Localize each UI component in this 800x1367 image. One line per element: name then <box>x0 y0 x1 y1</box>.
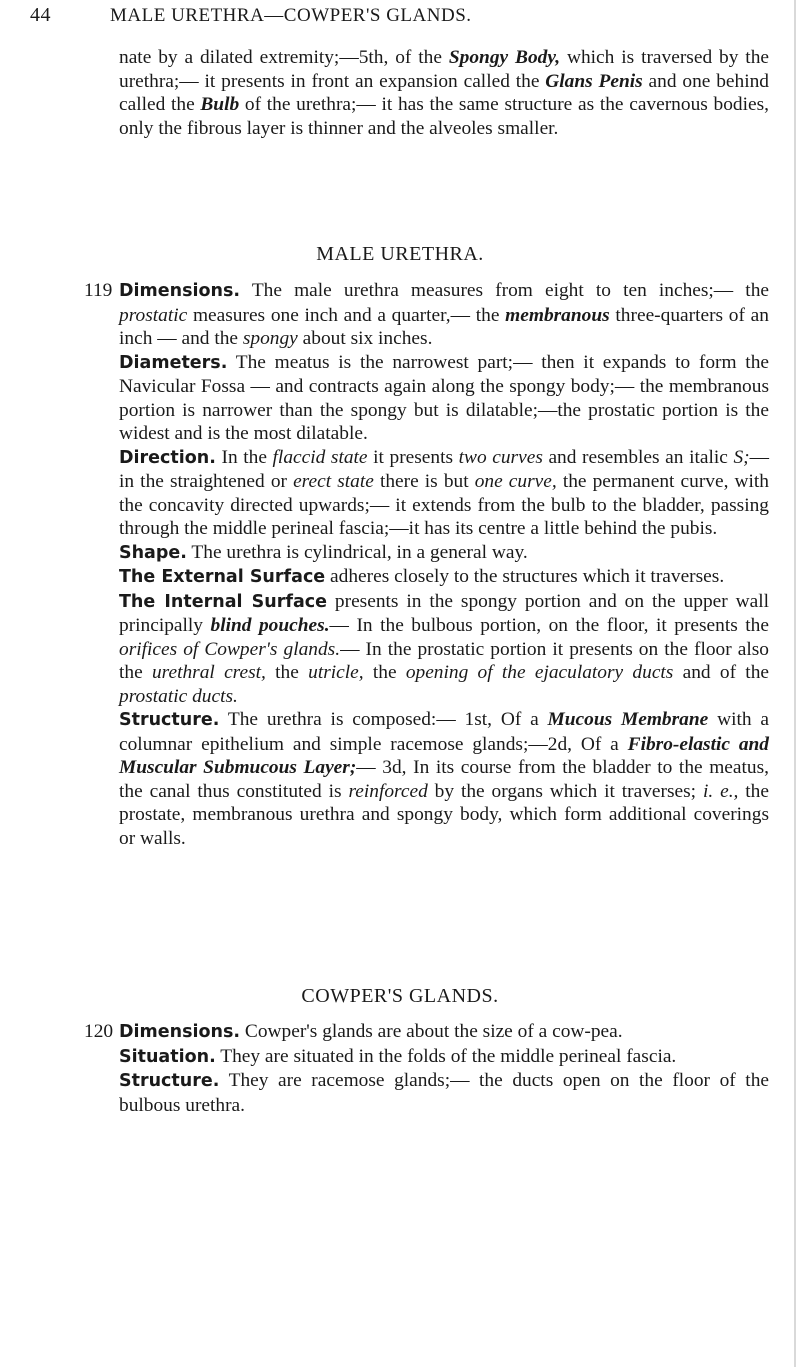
cowpers-glands-section <box>119 1020 769 1117</box>
direction-paragraph <box>119 446 769 541</box>
cowper-situation-paragraph <box>119 1045 769 1070</box>
running-head-title: MALE URETHRA—COWPER'S GLANDS. <box>110 5 472 26</box>
text: presents in the spongy portion and on the upper wall principally <box>119 590 769 636</box>
intro-paragraph <box>119 46 769 140</box>
label-situation: Situation. <box>119 1046 216 1067</box>
text: The male urethra measures from eight to ten inches;— the <box>240 280 769 301</box>
text: — In the bulbous portion, on the floor, it presents the <box>329 615 769 636</box>
text: there is but <box>373 471 475 492</box>
internal-surface-paragraph <box>119 590 769 709</box>
text: about six inches. <box>297 328 433 349</box>
text: the prostate, membranous urethra and spongy body, which form additional coverings or walls. <box>119 780 769 849</box>
text: The urethra is composed:— 1st, Of a <box>219 709 548 730</box>
label-diameters: Diameters. <box>119 352 228 373</box>
section-heading-cowpers-glands: COWPER'S GLANDS. <box>301 985 499 1007</box>
text: adheres closely to the structures which it traverses. <box>325 566 725 587</box>
text: and one behind called the <box>119 70 770 115</box>
text: of the urethra;— it has the same structure as the cavernous bodies, only the fibrous layer is thinner and the alveoles smaller. <box>119 94 769 139</box>
text: the <box>363 662 406 683</box>
text: which is traversed by the urethra;— it presents in front an expansion called the <box>119 47 769 92</box>
text: three-quarters of an inch — and the <box>119 304 769 349</box>
text: — 3d, In its course from the bladder to the meatus, the canal thus constituted is <box>119 757 769 802</box>
label-dimensions: Dimensions. <box>119 1022 241 1042</box>
label-external-surface: The External Surface <box>119 567 326 587</box>
shape-paragraph <box>119 541 769 566</box>
term-two-curves: two curves <box>458 446 543 468</box>
term-mucous-membrane: Mucous Membrane <box>547 709 709 730</box>
text: the permanent curve, with the concavity directed upwards;— it extends from the bulb to the bladder, passing through the middle perineal fascia;—it has its centre a little behind the pubis. <box>119 471 770 539</box>
cowper-structure-paragraph <box>119 1069 769 1117</box>
text: the <box>265 662 309 683</box>
term-ie: i. e., <box>702 780 739 802</box>
text: They are situated in the folds of the middle perineal fascia. <box>215 1045 677 1067</box>
term-membranous: membranous <box>505 304 610 326</box>
text: Cowper's glands are about the size of a cow-pea. <box>240 1021 623 1042</box>
text: and of the <box>673 662 769 683</box>
text: — In the prostatic portion it presents on the floor also the <box>119 638 769 683</box>
text: The meatus is the narrowest part;— then it expands to form the Navicular Fossa — and contracts again along the spongy body;— the membranous portion is narrower than the spongy but is dilatable;—the prostatic portion is the widest and is the most dilatable. <box>119 351 769 444</box>
term-glans-penis: Glans Penis <box>545 70 643 92</box>
page-edge <box>794 0 796 1367</box>
term-reinforced: reinforced <box>348 780 428 802</box>
text: by the organs which it traverses; <box>427 780 703 802</box>
diameters-paragraph <box>119 351 769 446</box>
label-shape: Shape. <box>119 542 187 563</box>
cowper-dimensions-paragraph <box>119 1020 769 1045</box>
text: with a columnar epithelium and simple racemose glands;—2d, Of a <box>119 709 769 755</box>
external-surface-paragraph <box>119 565 769 590</box>
term-spongy: spongy <box>242 328 298 349</box>
dimensions-paragraph <box>119 279 769 351</box>
text: measures one inch and a quarter,— the <box>187 304 506 326</box>
text: The urethra is cylindrical, in a general way. <box>186 541 528 563</box>
term-bulb: Bulb <box>200 94 240 115</box>
term-ejaculatory-ducts: opening of the ejaculatory ducts <box>405 662 674 683</box>
text: nate by a dilated extremity;—5th, of the <box>119 47 449 68</box>
label-structure: Structure. <box>119 710 220 730</box>
term-s-letter: S; <box>733 446 750 468</box>
label-internal-surface: The Internal Surface <box>119 591 328 612</box>
running-head <box>30 4 590 34</box>
text: In the <box>215 446 273 468</box>
term-utricle: utricle, <box>308 662 364 683</box>
paragraph-number-120: 120 <box>84 1021 114 1042</box>
term-spongy-body: Spongy Body, <box>448 47 561 68</box>
term-prostatic-ducts: prostatic ducts. <box>119 685 238 707</box>
paragraph-number-119: 119 <box>84 280 113 301</box>
term-prostatic: prostatic <box>119 304 188 326</box>
term-urethral-crest: urethral crest, <box>151 662 266 683</box>
text: and resembles an italic <box>542 446 734 468</box>
label-structure: Structure. <box>119 1071 220 1091</box>
text: They are racemose glands;— the ducts open on the floor of the bulbous urethra. <box>119 1070 769 1116</box>
page-number: 44 <box>30 4 51 26</box>
section-heading-male-urethra: MALE URETHRA. <box>316 243 484 265</box>
text: — in the straightened or <box>119 446 769 492</box>
term-one-curve: one curve, <box>474 471 557 492</box>
term-erect-state: erect state <box>293 471 374 492</box>
term-orifices: orifices of Cowper's glands. <box>119 638 341 660</box>
label-direction: Direction. <box>119 447 216 468</box>
text: it presents <box>367 446 459 468</box>
term-fibro-elastic-layer: Fibro-elastic and Muscular Submucous Layer; <box>119 733 770 778</box>
label-dimensions: Dimensions. <box>119 281 241 301</box>
term-flaccid-state: flaccid state <box>272 446 368 468</box>
term-blind-pouches: blind pouches. <box>210 615 330 636</box>
male-urethra-section <box>119 279 769 850</box>
structure-paragraph <box>119 708 769 850</box>
